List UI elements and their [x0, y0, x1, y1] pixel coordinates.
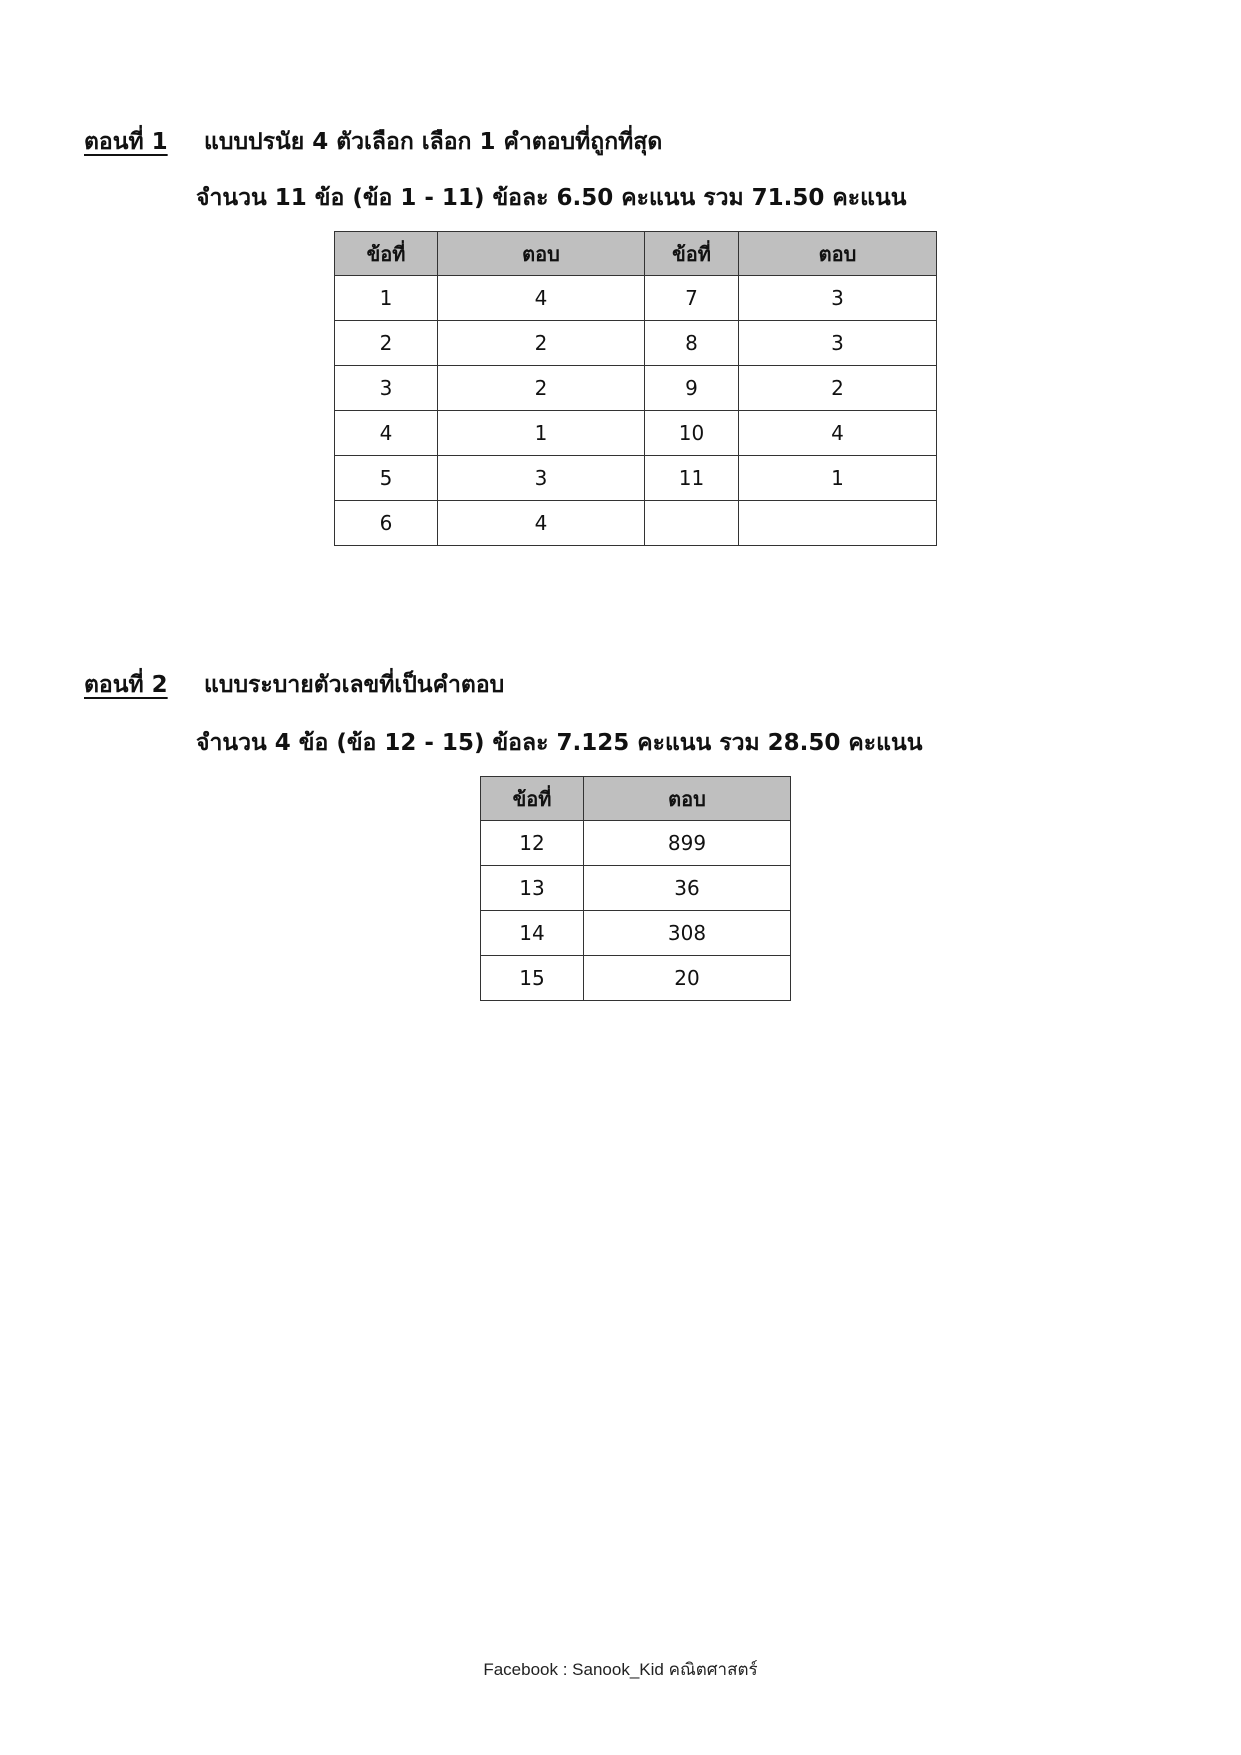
column-header-question: ข้อที่	[645, 232, 739, 276]
column-header-question: ข้อที่	[335, 232, 438, 276]
question-number-cell: 9	[645, 366, 739, 411]
column-header-question: ข้อที่	[481, 777, 584, 821]
part1-answer-table	[334, 231, 937, 546]
question-number-cell: 6	[335, 501, 438, 546]
table-header-row	[481, 777, 791, 821]
table-row	[335, 276, 937, 321]
column-header-answer: ตอบ	[739, 232, 937, 276]
table-row	[481, 911, 791, 956]
column-header-answer: ตอบ	[438, 232, 645, 276]
question-number-cell: 5	[335, 456, 438, 501]
column-header-answer: ตอบ	[584, 777, 791, 821]
answer-cell: 2	[739, 366, 937, 411]
answer-cell: 2	[438, 366, 645, 411]
page-footer: Facebook : Sanook_Kid คณิตศาสตร์	[483, 1660, 758, 1679]
answer-cell: 4	[438, 276, 645, 321]
answer-cell: 1	[739, 456, 937, 501]
question-number-cell: 12	[481, 821, 584, 866]
question-number-cell: 11	[645, 456, 739, 501]
table-row	[335, 366, 937, 411]
answer-cell: 2	[438, 321, 645, 366]
question-number-cell: 13	[481, 866, 584, 911]
table-row	[481, 866, 791, 911]
answer-cell: 36	[584, 866, 791, 911]
part2-heading	[84, 667, 504, 703]
part2-title: แบบระบายตัวเลขที่เป็นคำตอบ	[204, 672, 505, 698]
question-number-cell: 10	[645, 411, 739, 456]
question-number-cell: 4	[335, 411, 438, 456]
table-row	[335, 411, 937, 456]
part2-label: ตอนที่ 2	[84, 672, 168, 698]
answer-cell: 3	[739, 321, 937, 366]
question-number-cell: 15	[481, 956, 584, 1001]
question-number-cell: 7	[645, 276, 739, 321]
part1-detail: จำนวน 11 ข้อ (ข้อ 1 - 11) ข้อละ 6.50 คะแนน รวม 71.50 คะแนน	[196, 185, 907, 211]
table-row	[335, 501, 937, 546]
part2-answer-table	[480, 776, 791, 1001]
table-header-row	[335, 232, 937, 276]
answer-cell: 20	[584, 956, 791, 1001]
answer-cell: 3	[739, 276, 937, 321]
answer-cell: 899	[584, 821, 791, 866]
part1-heading	[84, 124, 662, 160]
answer-cell: 4	[438, 501, 645, 546]
table-row	[481, 821, 791, 866]
answer-cell: 308	[584, 911, 791, 956]
question-number-cell	[645, 501, 739, 546]
answer-cell	[739, 501, 937, 546]
part2-detail: จำนวน 4 ข้อ (ข้อ 12 - 15) ข้อละ 7.125 คะแนน รวม 28.50 คะแนน	[196, 730, 923, 756]
question-number-cell: 8	[645, 321, 739, 366]
answer-cell: 1	[438, 411, 645, 456]
table-row	[335, 456, 937, 501]
table-row	[481, 956, 791, 1001]
answer-cell: 3	[438, 456, 645, 501]
part1-title: แบบปรนัย 4 ตัวเลือก เลือก 1 คำตอบที่ถูกที่สุด	[204, 129, 663, 155]
question-number-cell: 14	[481, 911, 584, 956]
question-number-cell: 1	[335, 276, 438, 321]
question-number-cell: 2	[335, 321, 438, 366]
answer-cell: 4	[739, 411, 937, 456]
table-row	[335, 321, 937, 366]
part1-label: ตอนที่ 1	[84, 129, 168, 155]
question-number-cell: 3	[335, 366, 438, 411]
